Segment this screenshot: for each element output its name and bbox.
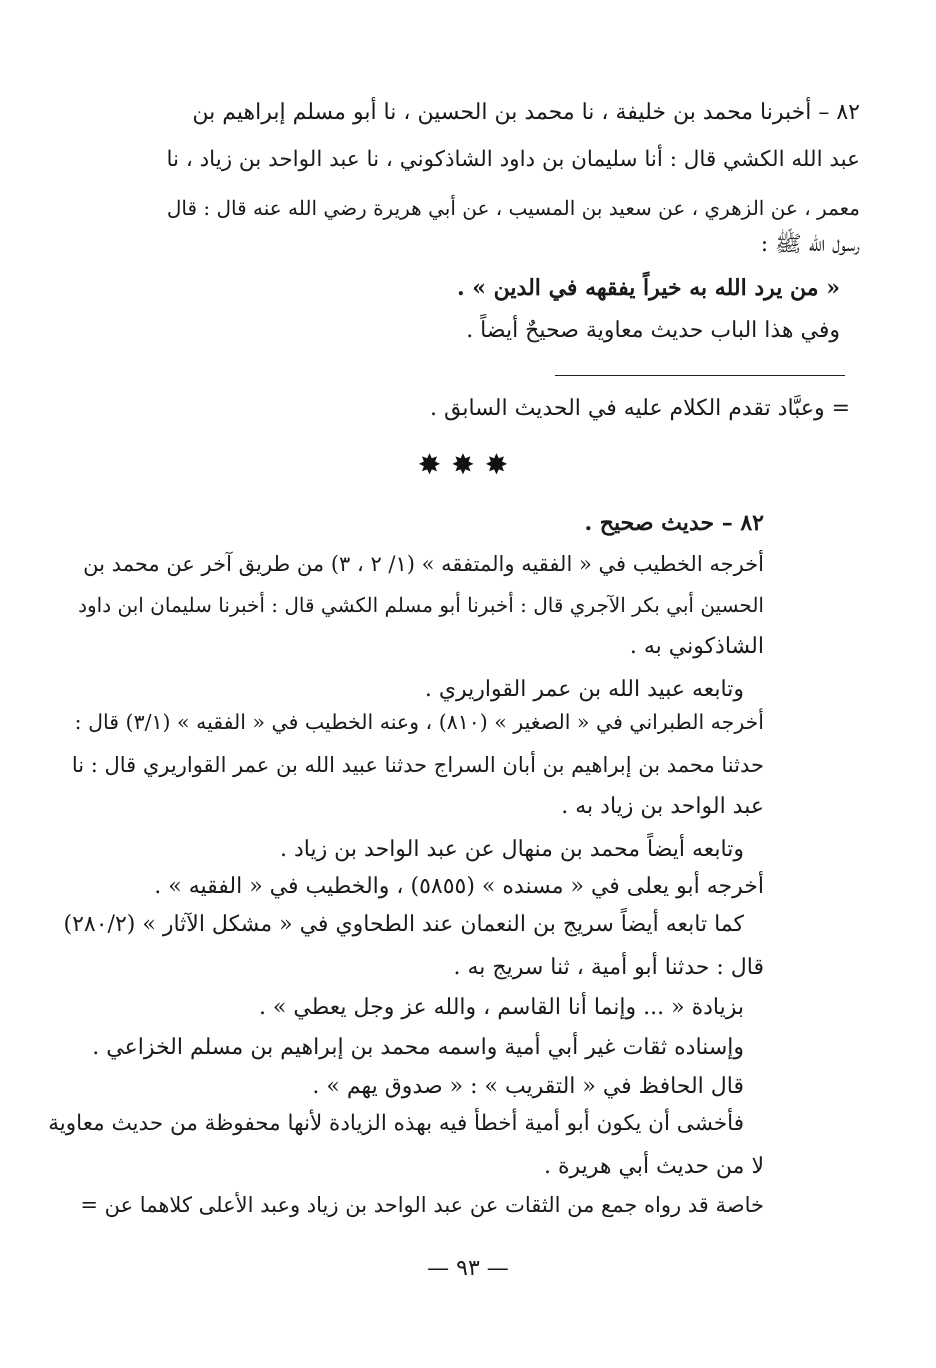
commentary-line: لا من حديث أبي هريرة .: [543, 1154, 764, 1179]
commentary: [48, 0, 850, 1368]
commentary-line: بزيادة « ... وإنما أنا القاسم ، والله عز وجل يعطي » .: [258, 995, 744, 1020]
commentary-line: وتابعه عبيد الله بن عمر القواريري .: [424, 677, 744, 702]
commentary-line: وتابعه أيضاً محمد بن منهال عن عبد الواحد بن زياد .: [279, 837, 744, 862]
commentary-line: الشاذكوني به .: [629, 634, 764, 659]
commentary-line: أخرجه أبو يعلى في « مسنده » (٥٨٥٥) ، والخطيب في « الفقيه » .: [154, 874, 764, 899]
commentary-line: قال الحافظ في « التقريب » : « صدوق يهم » .: [312, 1074, 744, 1099]
hadith-line: ٨٢ – أخبرنا محمد بن خليفة ، نا محمد بن الحسين ، نا أبو مسلم إبراهيم بن: [192, 100, 860, 125]
hadith-line: رسول الله ﷺ :: [760, 232, 860, 257]
commentary-line: قال : حدثنا أبو أمية ، ثنا سريج به .: [453, 955, 764, 980]
commentary-line: كما تابعه أيضاً سريج بن النعمان عند الطحاوي في « مشكل الآثار » (٢٨٠/٢): [63, 912, 744, 937]
separator-stars: ✸✸✸: [417, 448, 519, 481]
commentary-line: أخرجه الطبراني في « الصغير » (٨١٠) ، وعنه الخطيب في « الفقيه » (٣/١) قال :: [74, 710, 764, 734]
footnote-line: = وعبَّاد تقدم الكلام عليه في الحديث السابق .: [430, 396, 850, 421]
hadith-line: معمر ، عن الزهري ، عن سعيد بن المسيب ، عن أبي هريرة رضي الله عنه قال : قال: [166, 196, 860, 220]
hadith-line: وفي هذا الباب حديث معاوية صحيحٌ أيضاً .: [466, 318, 840, 343]
commentary-line: وإسناده ثقات غير أبي أمية واسمه محمد بن إبراهيم بن مسلم الخزاعي .: [92, 1035, 744, 1060]
hadith-matn: « من يرد الله به خيراً يفقهه في الدين » .: [456, 275, 840, 301]
commentary-heading: ٨٢ – حديث صحيح .: [584, 510, 764, 536]
commentary-line: خاصة قد رواه جمع من الثقات عن عبد الواحد بن زياد وعبد الأعلى كلاهما عن =: [80, 1193, 764, 1217]
commentary-line: حدثنا محمد بن إبراهيم بن أبان السراج حدثنا عبيد الله بن عمر القواريري قال : نا: [71, 753, 764, 777]
commentary-line: أخرجه الخطيب في « الفقيه والمتفقه » (١/ ٢ ، ٣) من طريق آخر عن محمد بن: [83, 552, 764, 576]
commentary-line: الحسين أبي بكر الآجري قال : أخبرنا أبو مسلم الكشي قال : أخبرنا سليمان ابن داود: [78, 593, 764, 617]
commentary-line: عبد الواحد بن زياد به .: [561, 794, 764, 819]
page-number: — ٩٣ —: [427, 1256, 509, 1281]
hadith-line: عبد الله الكشي قال : أنا سليمان بن داود الشاذكوني ، نا عبد الواحد بن زياد ، نا: [166, 147, 860, 172]
commentary-line: فأخشى أن يكون أبو أمية أخطأ فيه بهذه الزيادة لأنها محفوظة من حديث معاوية: [48, 1111, 744, 1136]
